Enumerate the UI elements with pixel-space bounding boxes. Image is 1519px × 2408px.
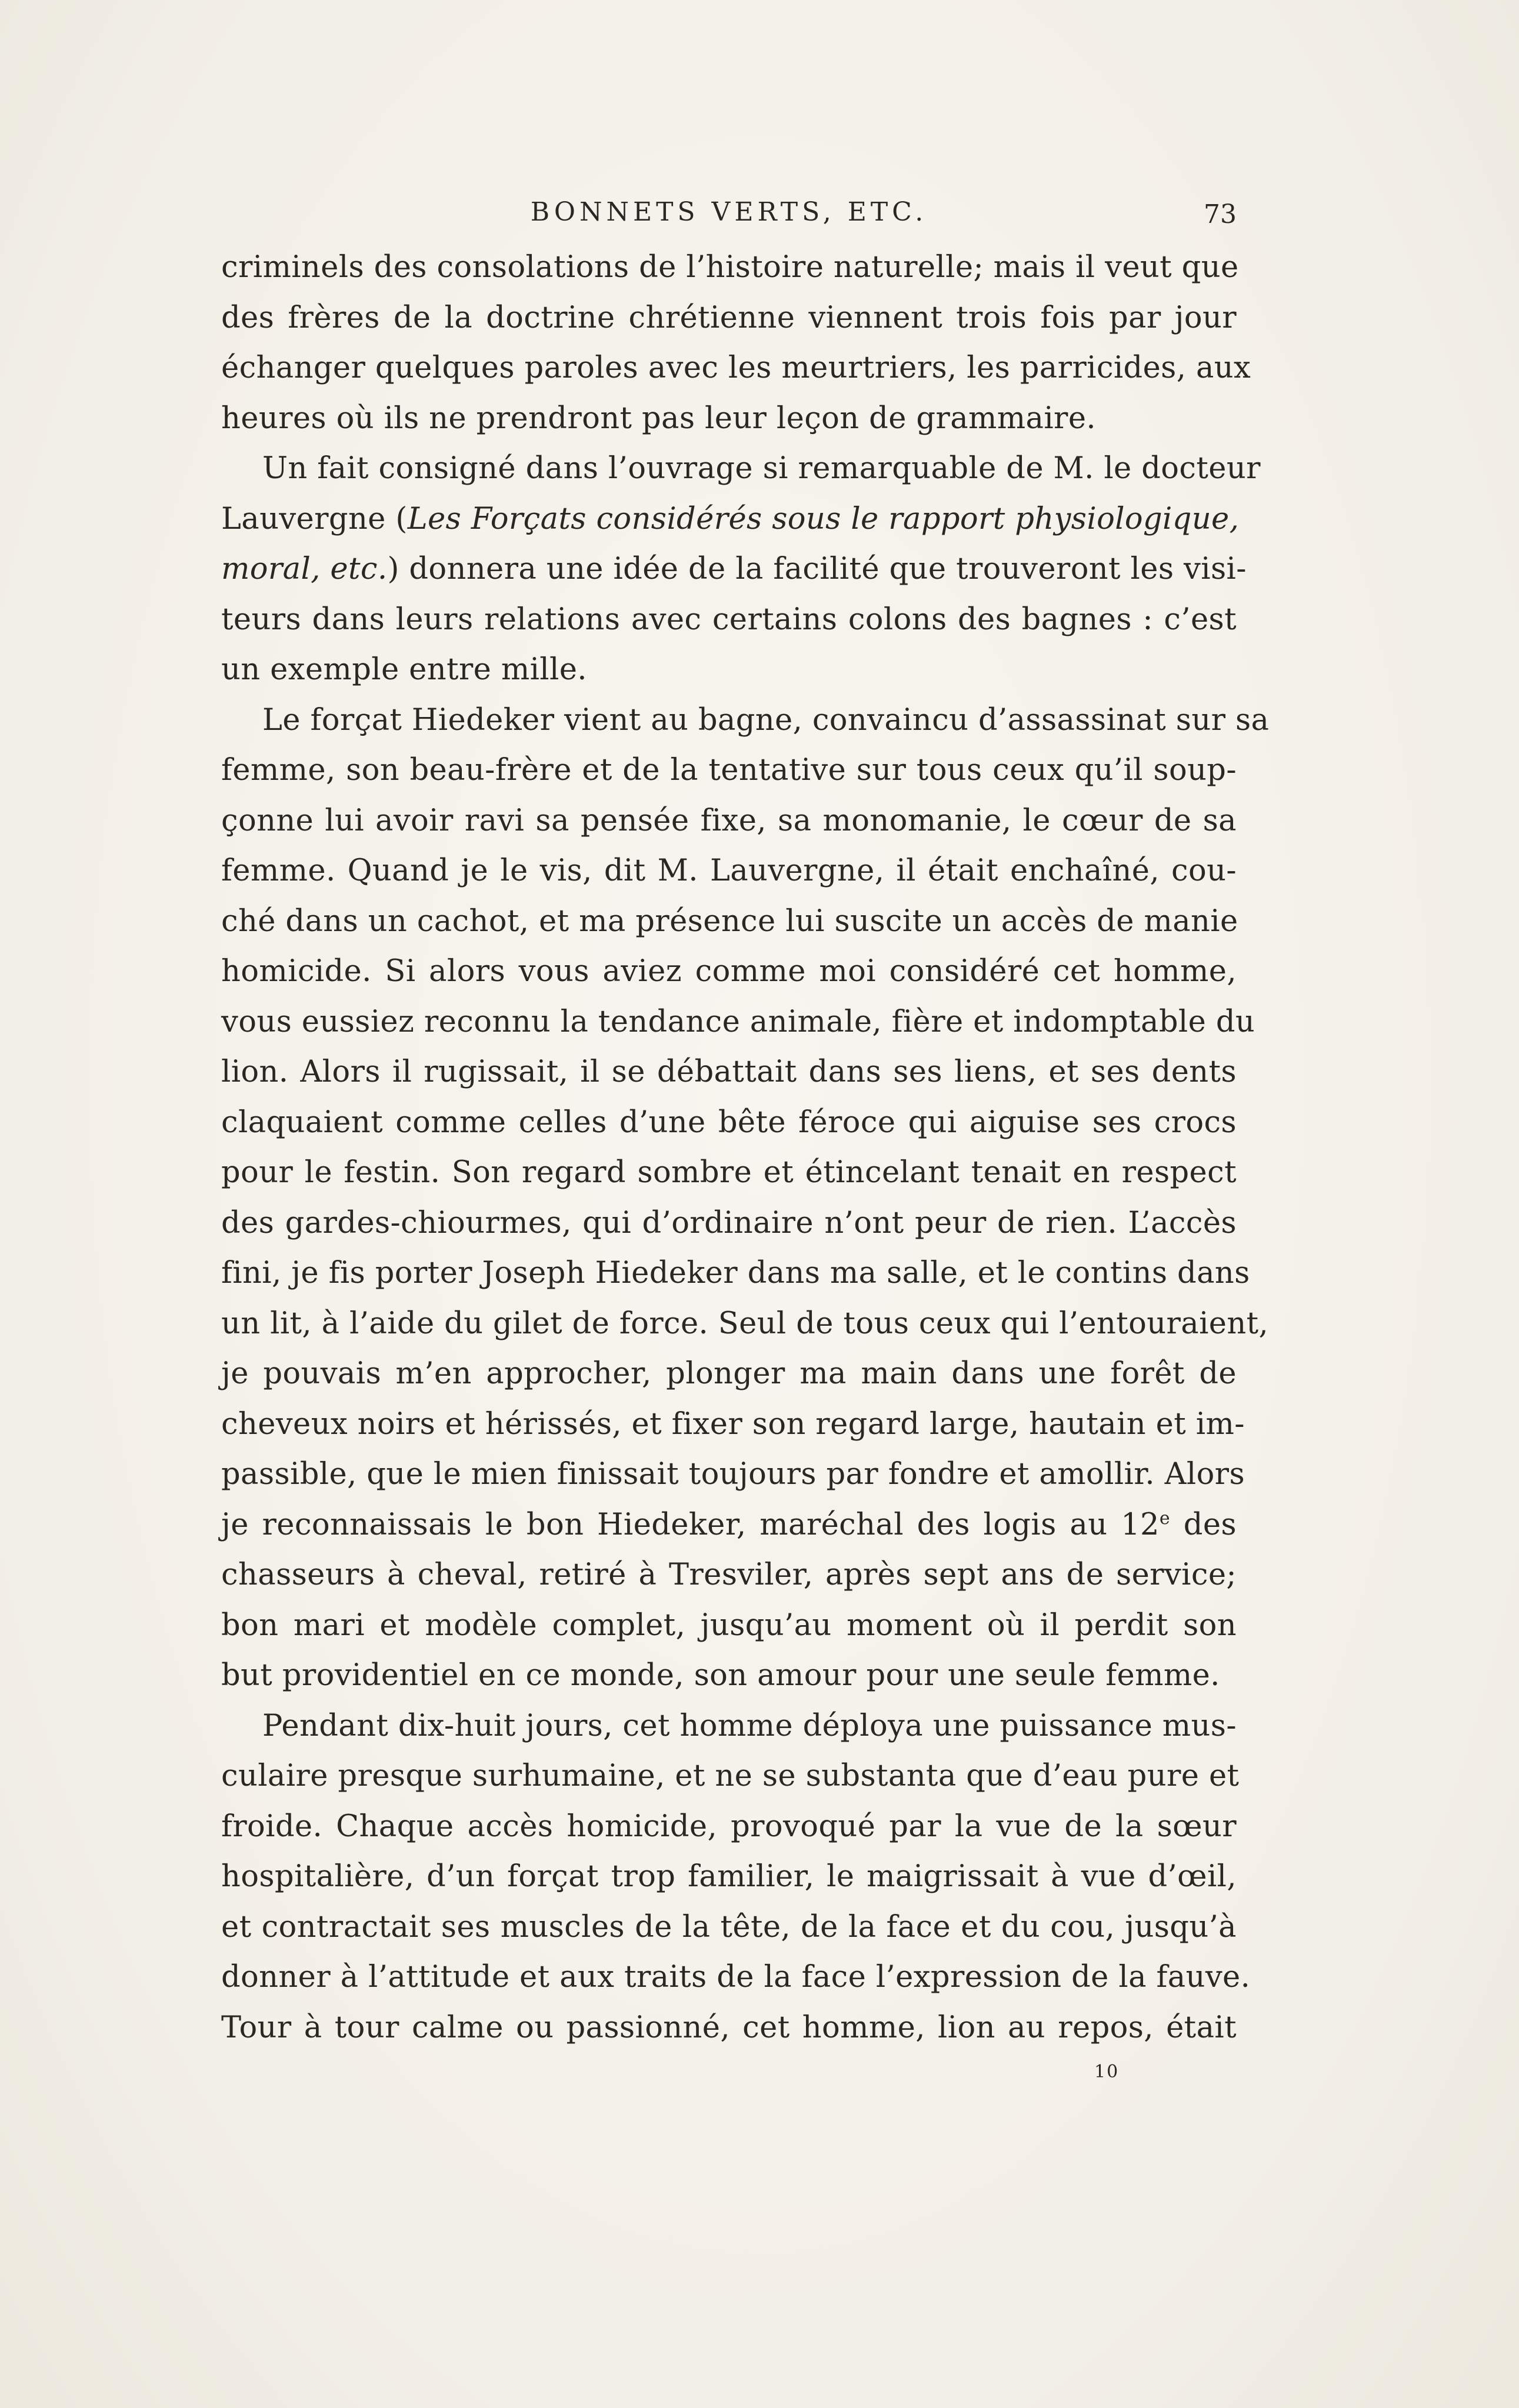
text-line: des frères de la doctrine chrétienne viennent trois fois par jour [221,300,1237,335]
text-line: vous eussiez reconnu la tendance animale, fière et indomptable du [221,1004,1255,1039]
text-line: femme. Quand je le vis, dit M. Lauvergne, il était enchaîné, cou- [221,853,1237,888]
text-line: un exemple entre mille. [221,652,587,687]
text-line: Tour à tour calme ou passionné, cet homme, lion au repos, était [221,2010,1237,2045]
text-line: culaire presque surhumaine, et ne se substanta que d’eau pure et [221,1759,1240,1793]
page-number: 73 [1204,199,1237,229]
text-line: passible, que le mien finissait toujours par fondre et amollir. Alors [221,1457,1245,1492]
text-line: hospitalière, d’un forçat trop familier, le maigrissait à vue d’œil, [221,1859,1237,1894]
text-line: çonne lui avoir ravi sa pensée fixe, sa monomanie, le cœur de sa [221,803,1237,838]
text-line: Un fait consigné dans l’ouvrage si remarquable de M. le docteur [262,451,1261,486]
text-line: un lit, à l’aide du gilet de force. Seul de tous ceux qui l’entouraient, [221,1306,1269,1341]
text-line: femme, son beau-frère et de la tentative sur tous ceux qu’il soup- [221,753,1237,788]
text-line: donner à l’attitude et aux traits de la face l’expression de la fauve. [221,1960,1251,1995]
body-text [221,242,1270,2053]
text-line: des gardes-chiourmes, qui d’ordinaire n’ont peur de rien. L’accès [221,1205,1237,1240]
text-line: criminels des consolations de l’histoire naturelle; mais il veut que [221,250,1239,285]
text-line: froide. Chaque accès homicide, provoqué par la vue de la sœur [221,1809,1237,1844]
text-line: Lauvergne (Les Forçats considérés sous le rapport physiologique, [221,501,1240,536]
text-line: fini, je fis porter Joseph Hiedeker dans ma salle, et le contins dans [221,1256,1250,1290]
text-line: chasseurs à cheval, retiré à Tresviler, après sept ans de service; [221,1557,1237,1592]
text-line: pour le festin. Son regard sombre et étincelant tenait en respect [221,1155,1237,1190]
text-line: claquaient comme celles d’une bête féroce qui aiguise ses crocs [221,1105,1237,1140]
text-line: Le forçat Hiedeker vient au bagne, convaincu d’assassinat sur sa [262,702,1270,738]
text-line: cheveux noirs et hérissés, et fixer son regard large, hautain et im- [221,1406,1245,1442]
text-line: je reconnaissais le bon Hiedeker, maréchal des logis au 12e des [221,1507,1237,1542]
text-line: heures où ils ne prendront pas leur leçon de grammaire. [221,401,1097,436]
text-line: bon mari et modèle complet, jusqu’au moment où il perdit son [221,1607,1237,1643]
running-head [221,197,1237,232]
text-line: but providentiel en ce monde, son amour pour une seule femme. [221,1658,1220,1693]
text-line: je pouvais m’en approcher, plonger ma main dans une forêt de [221,1356,1237,1391]
text-line: lion. Alors il rugissait, il se débattait dans ses liens, et ses dents [221,1055,1237,1089]
text-line: ché dans un cachot, et ma présence lui suscite un accès de manie [221,903,1238,939]
text-line: échanger quelques paroles avec les meurtriers, les parricides, aux [221,351,1251,385]
text-line: et contractait ses muscles de la tête, de la face et du cou, jusqu’à [221,1909,1237,1945]
text-line: moral, etc.) donnera une idée de la facilité que trouveront les visi- [221,552,1247,586]
text-line: homicide. Si alors vous aviez comme moi considéré cet homme, [221,954,1237,989]
text-line: teurs dans leurs relations avec certains colons des bagnes : c’est [221,602,1237,637]
signature-mark: 10 [1094,2062,1120,2082]
running-title: BONNETS VERTS, ETC. [530,197,928,227]
text-line: Pendant dix-huit jours, cet homme déploya une puissance mus- [262,1708,1237,1743]
